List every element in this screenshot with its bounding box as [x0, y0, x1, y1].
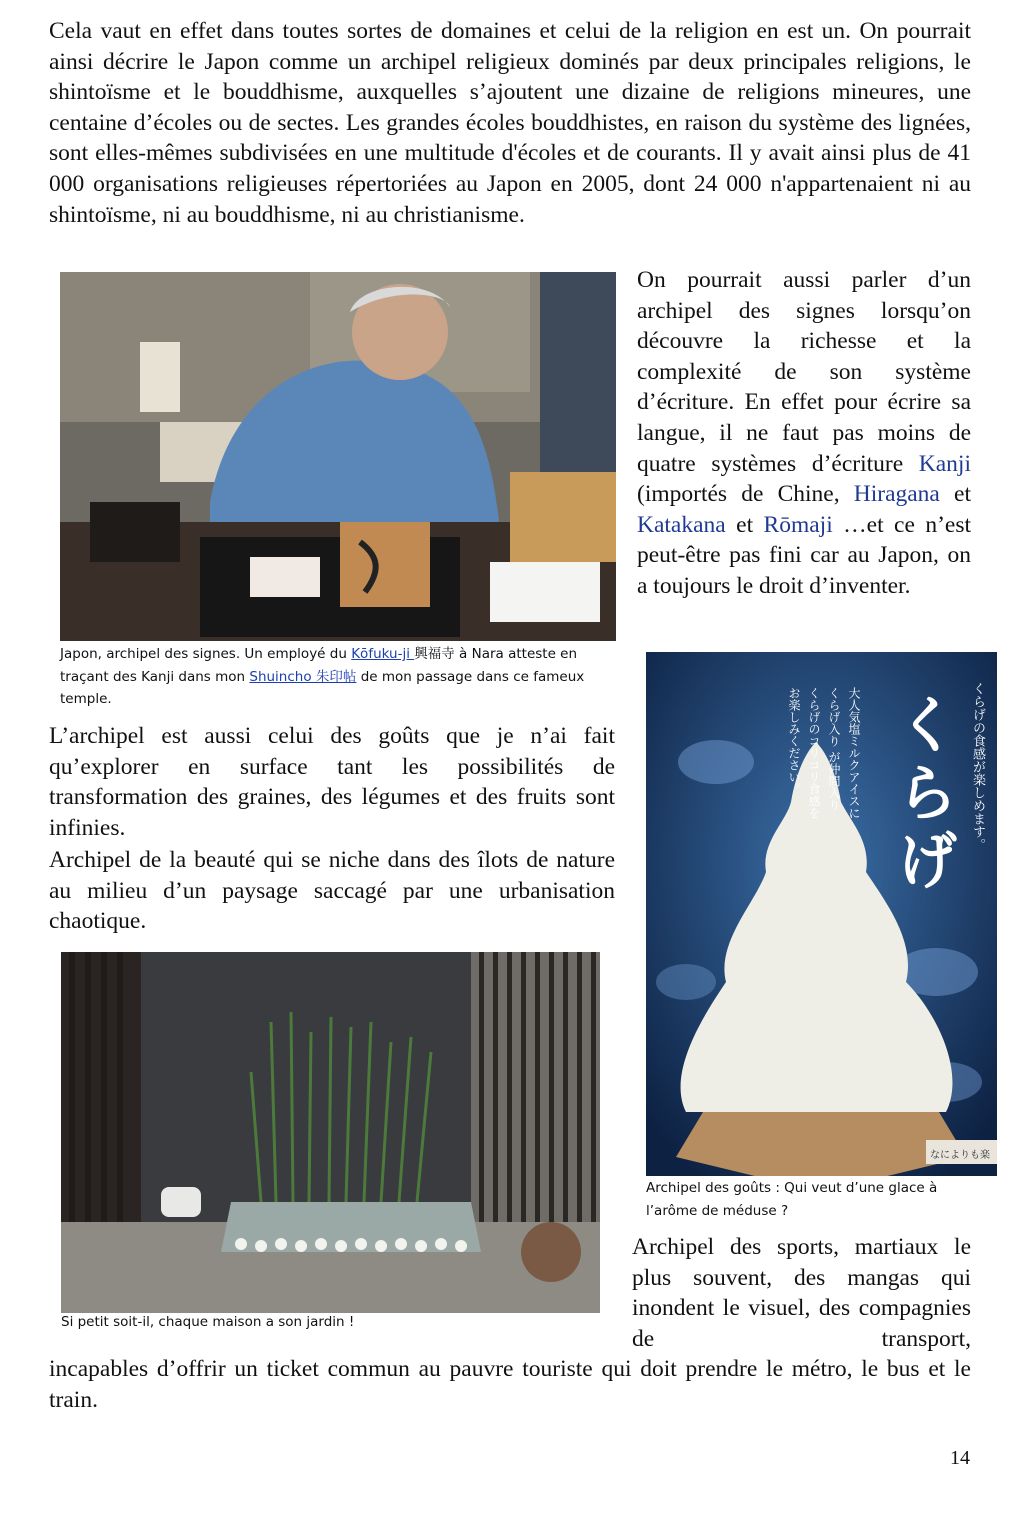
bottom-tag-text: なによりも楽 — [930, 1150, 990, 1161]
shuincho-link[interactable]: Shuincho 朱印帖 — [249, 668, 357, 685]
beauty-paragraph: Archipel de la beauté qui se niche dans des îlots de nature au milieu d’un paysage saccagé par une urbanisation chaotique. — [49, 847, 615, 935]
vertical-text: くらげ入り が仲間入り — [827, 687, 841, 811]
signs-text: On pourrait aussi parler d’un archipel des signes lorsqu’on découvre la richesse et la complexité de son système d’écriture. En effet pour écrire sa langue, il ne faut pas moins de quatre systèmes d’écriture — [637, 267, 971, 477]
kanji-term: Kanji — [918, 450, 971, 477]
jellyfish-icecream-photo — [646, 652, 997, 1176]
katakana-term: Katakana — [637, 511, 726, 538]
signs-text: …et ce n’est peut-être pas fini car au Japon, on a toujours le droit d’inventer. — [637, 511, 972, 599]
calligraphy-caption — [60, 643, 605, 711]
kurage-title: くらげ — [886, 692, 959, 896]
signs-text: et — [736, 511, 754, 538]
vertical-text: くらげのコリコリ食感を — [807, 687, 821, 819]
romaji-term: Rōmaji — [763, 511, 833, 538]
vertical-text: お楽しみください。 — [787, 687, 801, 795]
sports-paragraph: Archipel des sports, martiaux le plus souvent, des mangas qui inondent le visuel, des compagnies de transport, — [632, 1234, 971, 1352]
intro-paragraph: Cela vaut en effet dans toutes sortes de domaines et celui de la religion en est un. On pourrait ainsi décrire le Japon comme un archipel religieux dominés par deux principales religions, le shintoïsme et le bouddhisme, auxquelles s’ajoutent une dizaine de religions mineures, une centaine d’écoles ou de sectes. Les grandes écoles bouddhistes, en raison du système des lignées, sont elles-mêmes subdivisées en une multitude d'écoles et de courants. Il y avait ainsi plus de 41 000 organisations religieuses répertoriées au Japon en 2005, dont 24 000 n'appartenaient ni au shintoïsme, ni au bouddhisme, ni au christianisme. — [49, 18, 971, 228]
icecream-caption: Archipel des goûts : Qui veut d’une glace à l’arôme de méduse ? — [646, 1180, 938, 1219]
vertical-text: くらげの食感が楽しめます。 — [970, 682, 985, 851]
hiragana-term: Hiragana — [853, 481, 940, 508]
caption-text: Japon, archipel des signes. Un employé du — [60, 646, 352, 662]
page-number: 14 — [950, 1447, 970, 1469]
garden-caption: Si petit soit-il, chaque maison a son jardin ! — [61, 1314, 355, 1330]
signs-text: et — [954, 481, 972, 508]
signs-paragraph — [637, 265, 971, 602]
tastes-paragraph: L’archipel est aussi celui des goûts que je n’ai fait qu’explorer en surface tant les possibilités de transformation des graines, des légumes et des fruits sont infinies. — [49, 723, 615, 841]
calligraphy-photo — [60, 272, 616, 641]
sports-paragraph-continued: incapables d’offrir un ticket commun au pauvre touriste qui doit prendre le métro, le bus et le train. — [49, 1356, 971, 1413]
caption-text: de mon passage dans ce fameux temple. — [60, 668, 585, 707]
vertical-text: 大人気塩ミルクアイスに — [847, 687, 861, 819]
signs-text: (importés de Chine, — [637, 481, 840, 508]
garden-photo — [61, 952, 600, 1313]
caption-text: 興福寺 à Nara atteste en traçant des Kanji dans mon — [60, 646, 578, 685]
kofukuji-link[interactable]: Kōfuku-ji — [351, 646, 415, 662]
